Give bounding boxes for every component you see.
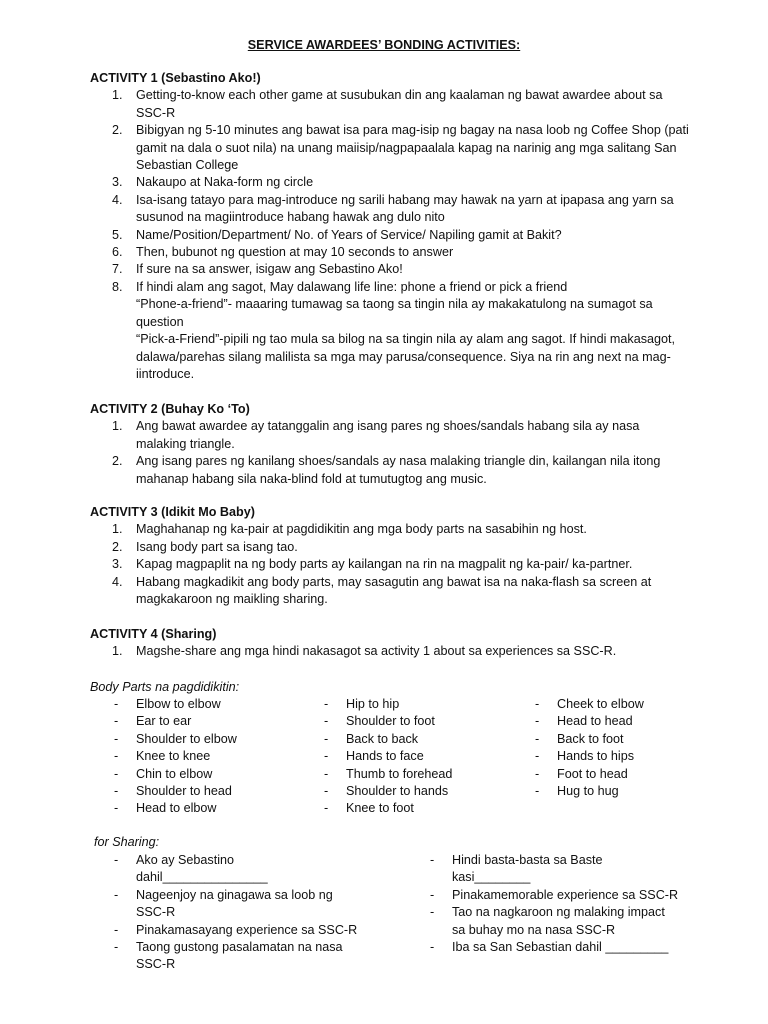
list-item: - Taong gustong pasalamatan na nasa SSC-R [114, 940, 343, 972]
sharing-column-2 [426, 852, 681, 956]
activity-3-section [90, 504, 690, 608]
list-item: - Shoulder to head [114, 784, 232, 799]
list-item: 2. Bibigyan ng 5-10 minutes ang bawat isa para mag-isip ng bagay na nasa loob ng Coffee Shop (pati gamit na dala o suot nila) na unang maiisip/nagpapaalala kapag na narinig ang mga salitang San Sebastian College [112, 123, 689, 173]
list-item: - Pinakamasayang experience sa SSC-R [114, 922, 358, 937]
list-item: - Knee to foot [324, 801, 414, 816]
list-item: - Back to back [324, 731, 419, 746]
list-item: 2. Ang isang pares ng kanilang shoes/sandals ay nasa malaking triangle din, kailangan nila itong mahanap habang sila naka-blind fold at tumutugtog ang music. [112, 454, 661, 486]
list-item: 1. Maghahanap ng ka-pair at pagdidikitin ang mga body parts na sasabihin ng host. [112, 522, 587, 537]
body-parts-column-2 [320, 696, 452, 818]
sharing-columns [110, 852, 679, 972]
list-item: - Pinakamemorable experience sa SSC-R [430, 887, 679, 902]
activity-2-list [90, 418, 690, 488]
list-item: - Head to elbow [114, 801, 217, 816]
list-item: 2. Isang body part sa isang tao. [112, 539, 298, 554]
list-item: - Knee to knee [114, 749, 211, 764]
list-item: - Shoulder to hands [324, 784, 449, 799]
list-item: 3. Nakaupo at Naka-form ng circle [112, 175, 314, 190]
activity-1-list [90, 87, 690, 383]
list-item: - Hug to hug [535, 784, 619, 799]
list-item: - Thumb to forehead [324, 766, 453, 781]
list-item: - Hands to hips [535, 749, 635, 764]
list-item: - Shoulder to elbow [114, 731, 237, 746]
list-item: 7. If sure na sa answer, isigaw ang Sebastino Ako! [112, 262, 403, 277]
activity-3-list [90, 521, 690, 608]
list-item: - Head to head [535, 714, 633, 729]
list-item: 4. Habang magkadikit ang body parts, may sasagutin ang bawat isa na naka-flash sa screen at magkakaroon ng maikling sharing. [112, 574, 652, 607]
list-item: 4. Isa-isang tatayo para mag-introduce ng sarili habang may hawak na yarn at ipapasa ang yarn sa susunod na magiintroduce habang hawak ang dulo nito [112, 192, 674, 225]
list-item: - Iba sa San Sebastian dahil _________ [430, 940, 669, 955]
list-item: 1. Ang bawat awardee ay tatanggalin ang isang pares ng shoes/sandals habang sila ay nasa malaking triangle. [112, 419, 640, 451]
list-item: 6. Then, bubunot ng question at may 10 seconds to answer [112, 245, 454, 260]
list-item: - Hip to hip [324, 697, 400, 711]
list-item: - Hindi basta-basta sa Baste kasi________ [430, 853, 603, 885]
list-item: 3. Kapag magpaplit na ng body parts ay kailangan na rin na magpalit ng ka-pair/ ka-partner. [112, 557, 633, 572]
activity-4-section [90, 626, 690, 661]
list-item: 8. If hindi alam ang sagot, May dalawang life line: phone a friend or pick a friend “Phone-a-friend”- maaaring tumawag sa taong sa tingin nila ay makakatulong na sumagot sa question “Pick-a-Friend”-pipili ng tao mula sa bilog na sa tingin nila ay alam ang sagot. If hindi makasagot, dalawa/parehas silang malilista sa mga may parusa/consequence. Siya na rin ang next na mag-iintroduce. [90, 279, 690, 383]
activity-4-heading: ACTIVITY 4 (Sharing) [90, 627, 217, 641]
body-parts-label: Body Parts na pagdidikitin: [90, 680, 240, 694]
list-item: - Ako ay Sebastino dahil_______________ [114, 853, 268, 885]
activity-1-section [90, 70, 690, 383]
activity-4-list [90, 643, 690, 660]
list-item: 1. Getting-to-know each other game at susubukan din ang kaalaman ng bawat awardee about sa SSC-R [112, 88, 663, 120]
activity-3-heading: ACTIVITY 3 (Idikit Mo Baby) [90, 505, 255, 519]
list-item: - Elbow to elbow [114, 697, 221, 711]
list-item: 5. Name/Position/Department/ No. of Years of Service/ Napiling gamit at Bakit? [112, 227, 562, 242]
document-title: SERVICE AWARDEES’ BONDING ACTIVITIES: [247, 38, 521, 52]
list-item: - Back to foot [535, 731, 624, 746]
list-item: 1. Magshe-share ang mga hindi nakasagot sa activity 1 about sa experiences sa SSC-R. [112, 644, 617, 659]
sharing-column-1 [110, 852, 365, 974]
list-item: - Chin to elbow [114, 766, 213, 781]
list-item: - Ear to ear [114, 714, 192, 729]
body-parts-column-1 [110, 696, 237, 818]
activity-2-heading: ACTIVITY 2 (Buhay Ko ‘To) [90, 402, 250, 416]
body-parts-columns [110, 696, 670, 821]
list-item: - Foot to head [535, 766, 628, 781]
list-item: - Cheek to elbow [535, 697, 644, 711]
pick-a-friend-note: “Pick-a-Friend”-pipili ng tao mula sa bilog na sa tingin nila ay alam ang sagot. If hindi makasagot, dalawa/parehas silang malilista sa mga may parusa/consequence. Siya na rin ang next na mag-iintroduce. [136, 332, 676, 381]
sharing-label: for Sharing: [94, 835, 160, 849]
list-item: - Hands to face [324, 749, 424, 764]
list-item: - Shoulder to foot [324, 714, 435, 729]
activity-2-section [90, 401, 690, 488]
list-item: - Tao na nagkaroon ng malaking impact sa buhay mo na nasa SSC-R [430, 905, 665, 937]
body-parts-column-3 [531, 696, 644, 800]
activity-1-heading: ACTIVITY 1 (Sebastino Ako!) [90, 71, 261, 85]
list-item: - Nageenjoy na ginagawa sa loob ng SSC-R [114, 887, 333, 920]
phone-a-friend-note: “Phone-a-friend”- maaaring tumawag sa taong sa tingin nila ay makakatulong na sumagot sa question [136, 297, 653, 329]
